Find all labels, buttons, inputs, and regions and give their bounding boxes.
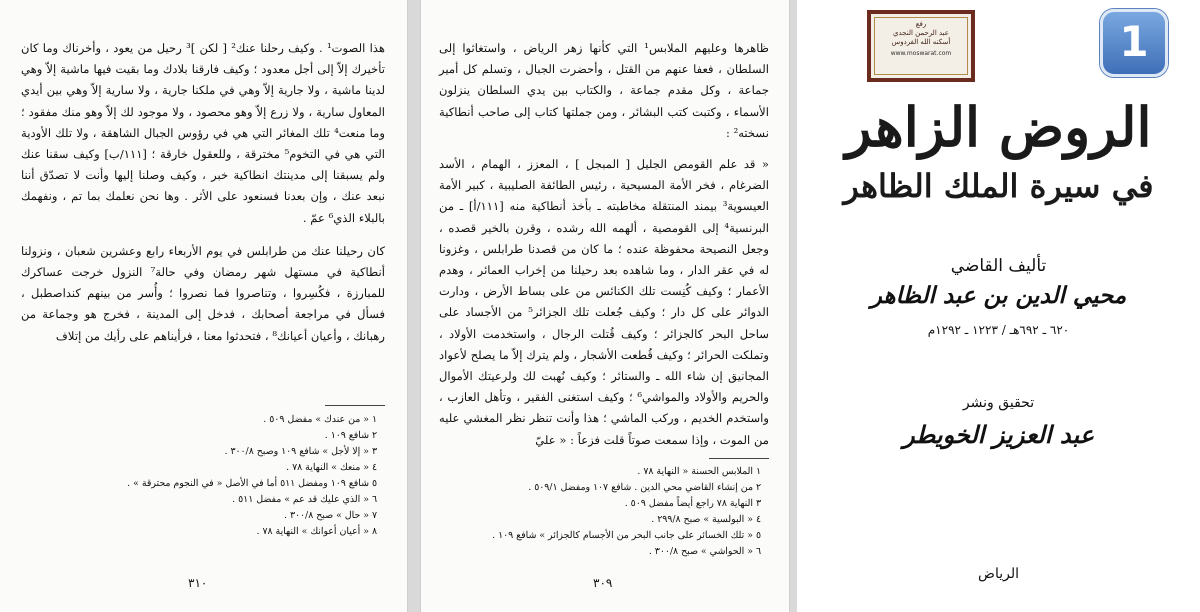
page-number: ٣٠٩ <box>593 576 613 590</box>
author-label: تأليف القاضي <box>950 256 1047 276</box>
author-name: محيي الدين بن عبد الظاهر <box>870 282 1127 309</box>
footnote: ٦ « الذي عليك قد عم » مفضل ٥١١ . <box>232 494 377 505</box>
book-cover <box>797 0 1200 612</box>
page-body <box>439 38 769 451</box>
footnotes <box>27 412 377 540</box>
footnote: ٣ « إلا لأجل » شافع ١٠٩ وصبح ٣٠٠/٨ . <box>224 446 377 457</box>
page-index-badge: 1 <box>1100 9 1168 77</box>
library-stamp <box>867 10 975 82</box>
footnote: ٥ « تلك الخسائر على جانب البحر من الأجسام كالجزائر » شافع ١٠٩ . <box>492 530 761 541</box>
footnotes <box>441 464 761 560</box>
book-subtitle: في سيرة الملك الظاهر <box>843 167 1154 205</box>
book-page-310 <box>0 0 408 612</box>
editor-label: تحقيق ونشر <box>962 395 1035 411</box>
stamp-website: www.moswarat.com <box>890 50 952 57</box>
page-number: ٣١٠ <box>188 576 208 590</box>
footnote: ١ الملابس الحسنة « النهاية ٧٨ . <box>637 466 761 477</box>
stamp-line: عبد الرحمن النجدي <box>893 29 949 37</box>
stamp-inner <box>874 17 968 75</box>
book-title: الروض الزاهر <box>845 95 1152 159</box>
stamp-line: أسكنه الله الفردوس <box>891 38 951 46</box>
author-dates: ٦٢٠ ـ ٦٩٢هـ / ١٢٢٣ ـ ١٢٩٢م <box>927 323 1070 337</box>
editor-name: عبد العزيز الخويطر <box>902 420 1095 449</box>
footnote: ٥ شافع ١٠٩ ومفضل ٥١١ أما في الأصل « في النجوم محترقة » . <box>127 478 377 489</box>
footnote: ٧ « حال » صبح ٣٠٠/٨ . <box>283 510 377 521</box>
footnote-divider <box>709 458 769 459</box>
footnote: ٦ « الحواشي » صبح ٣٠٠/٨ . <box>648 546 761 557</box>
stamp-line: رفع <box>915 20 927 28</box>
footnote-divider <box>325 405 385 406</box>
footnote: ١ « من عندك » مفضل ٥٠٩ . <box>263 414 377 425</box>
publication-city: الرياض <box>978 566 1019 582</box>
footnote: ٤ « منعك » النهاية ٧٨ . <box>286 462 377 473</box>
paragraph: هذا الصوت¹ . وكيف رحلنا عنك² [ لكن ]³ رحيل من يعود ، وأخرناك وما كان تأخيرك إلاّ إلى أجل معدود ؛ وكيف فارقنا بلادك وما بقيت فيها ماشية إلاّ وهي لدينا ماشية ، ولا جارية إلاّ وهي في ملكنا جارية ، ولا سارية إلاّ وهي بين أيدي المعاول سارية ، ولا زرع إلاّ وهو محصود ، ولا موجود لك إلاّ وهو منك مفقود ؛ وما منعت⁴ تلك المغائر التي هي في رؤوس الجبال الشاهقة ، ولا تلك الأودية التي هي في التخوم⁵ مخترقة ، وللعقول خارقة ؛ [١١١/ب] وكيف سقنا عنك ولم يسبقنا إلى مدينتك انطاكية خبر ، وكيف وصلنا إليها وأنت لا تصدّق أننا نبعد عنك ، وإن بعدنا فسنعود على الأثر . وها نحن نعلمك بما تم ، ونفهمك بالبلاء الذي⁶ عمّ . <box>21 41 385 225</box>
paragraph: « قد علم القومص الجليل [ المبجل ] ، المعزز ، الهمام ، الأسد الضرغام ، فخر الأمة المسيحية ، رئيس الطائفة الصليبية ، كبير الأمة العيسوية³ بيمند المنتقلة مخاطبته ـ بأخذ أنطاكية منه [١١١/أ] ـ من البرنسية⁴ إلى القومصية ، ألهمه الله رشده ، وقرن بالخير قصده ، وجعل النصيحة محفوظة عنده ؛ ما كان من قصدنا طرابلس ، وغزونا له في عقر الدار ، وما شاهده بعد رحيلنا من إخراب العمائر ، وهدم الأعمار ؛ وكيف كُنِست تلك الكنائس من على بساط الأرض ، ودارت الدوائر على كل دار ؛ وكيف جُعلت تلك الجزائر⁵ من الأجساد على ساحل البحر كالجزائر ؛ وكيف قُتلت الرجال ، واستخدمت الأولاد ، وتملكت الحرائر ؛ وكيف قُطعت الأشجار ، ولم يترك إلاّ ما يصلح لأعواد المجانيق إن شاء الله ـ والستائر ؛ وكيف نُهبت لك ولرعيتك الأموال والحريم والأولاد والمواشي⁶ ؛ وكيف استغنى الفقير ، وتأهل العازب ، واستخدم الخديم ، وركب الماشي ؛ هذا وأنت تنظر نظر المغشي عليه من الموت ، وإذا سمعت صوتاً قلت فزعاً : « عليّ <box>439 157 769 447</box>
footnote: ٤ « البولسية » صبح ٢٩٩/٨ . <box>651 514 761 525</box>
paragraph: كان رحيلنا عنك من طرابلس في يوم الأربعاء رابع وعشرين شعبان ، ونزولنا أنطاكية في مستهل شهر رمضان وفي حالة⁷ النزول خرجت عساكرك للمبارزة ، فكُسِروا ، وتناصروا فما نصروا ؛ وأُسر من بينهم كنداصطبل ، فسأل في مراجعة أصحابك ، فدخل إلى المدينة ، فخرج هو وجماعة من رهبانك ، وأعيان أعيانك⁸ ، فتحدثوا معنا ، فرأيناهم على رأيك من إتلاف <box>21 243 385 343</box>
book-page-309 <box>420 0 790 612</box>
footnote: ٨ « أعيان أعوانك » النهاية ٧٨ . <box>256 526 377 537</box>
page-body <box>21 38 385 347</box>
footnote: ٢ من إنشاء القاضي محي الدين . شافع ١٠٧ ومفضل ٥٠٩/١ . <box>528 482 761 493</box>
footnote: ٢ شافع ١٠٩ . <box>324 430 377 441</box>
footnote: ٣ النهاية ٧٨ راجع أيضاً مفضل ٥٠٩ . <box>624 498 761 509</box>
paragraph: ظاهرها وعليهم الملابس¹ التي كأنها زهر الرياض ، واستغاثوا إلى السلطان ، فعفا عنهم من القتل ، وأحضرت الجبال ، وتسلم كل أمير جماعة ، وكل مقدم جماعة ، والكتاب بين يدي السلطان ينزلون الأسماء ، وكتبت كتب البشائر ، ومن جملتها كتاب إلى صاحب أنطاكية نسخته² : <box>439 41 769 140</box>
